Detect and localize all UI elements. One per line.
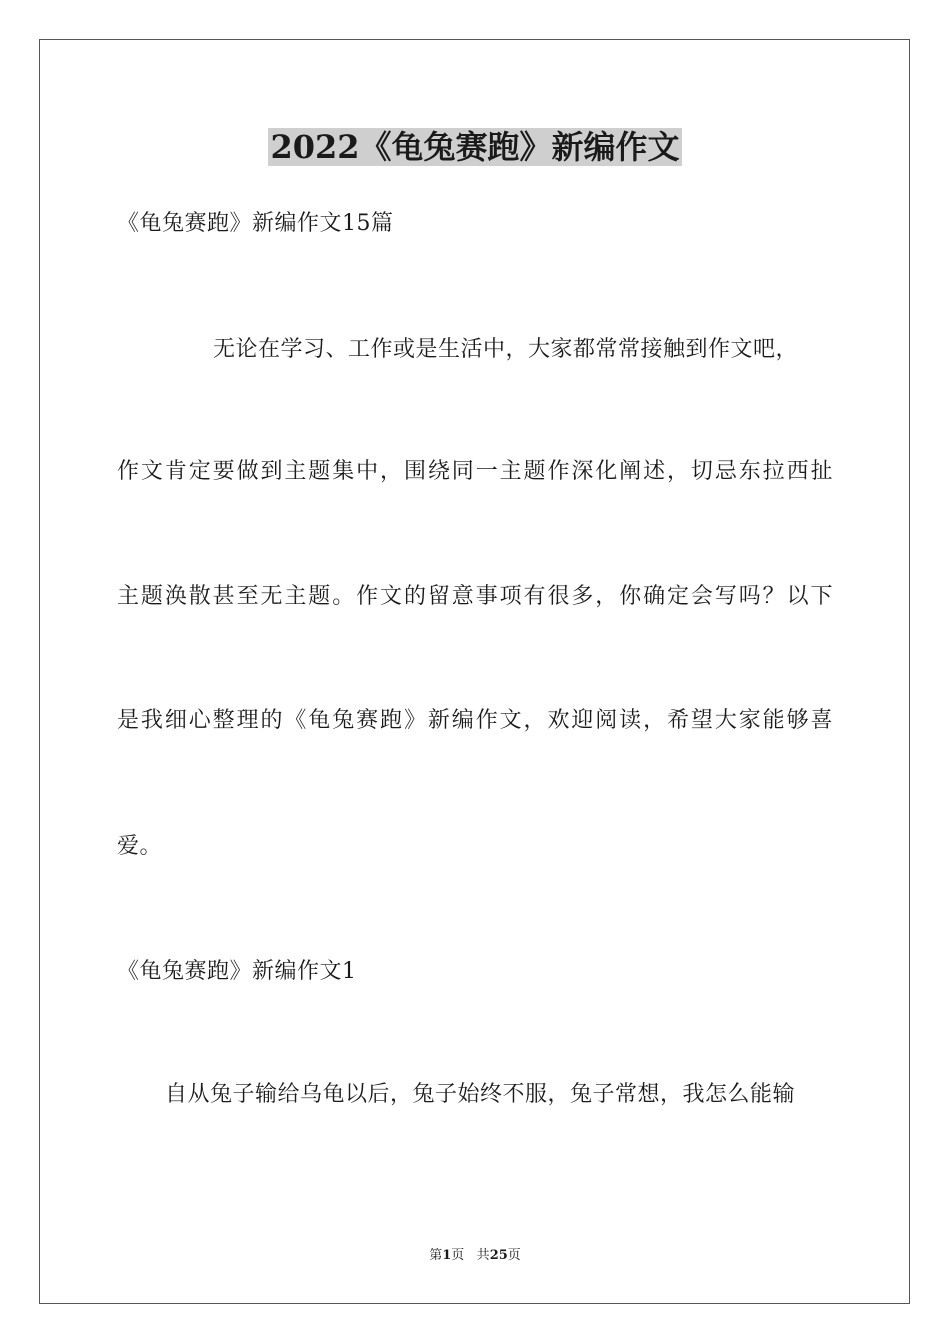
intro-line-5: 爱。 <box>117 834 163 859</box>
total-suffix: 页 <box>507 1248 521 1263</box>
page-number: 1 <box>442 1248 452 1263</box>
document-subtitle: 《龟兔赛跑》新编作文15篇 <box>117 211 394 236</box>
page-suffix: 页 <box>451 1248 465 1263</box>
document-title <box>0 126 950 168</box>
document-title-text: 2022《龟兔赛跑》新编作文 <box>270 128 680 166</box>
intro-line-2: 作文肯定要做到主题集中，围绕同一主题作深化阐述，切忌东拉西扯 <box>117 459 833 484</box>
section-first-line: 自从兔子输给乌龟以后，兔子始终不服，兔子常想，我怎么能输 <box>165 1082 796 1107</box>
section-heading: 《龟兔赛跑》新编作文1 <box>117 959 357 984</box>
total-prefix: 共 <box>476 1248 490 1263</box>
total-pages: 25 <box>489 1248 508 1263</box>
page-footer <box>0 1247 950 1265</box>
intro-line-3: 主题涣散甚至无主题。作文的留意事项有很多，你确定会写吗？以下 <box>117 584 833 609</box>
page-prefix: 第 <box>429 1248 443 1263</box>
intro-line-4: 是我细心整理的《龟兔赛跑》新编作文，欢迎阅读，希望大家能够喜 <box>117 708 833 733</box>
intro-line-1: 无论在学习、工作或是生活中，大家都常常接触到作文吧， <box>213 337 799 362</box>
